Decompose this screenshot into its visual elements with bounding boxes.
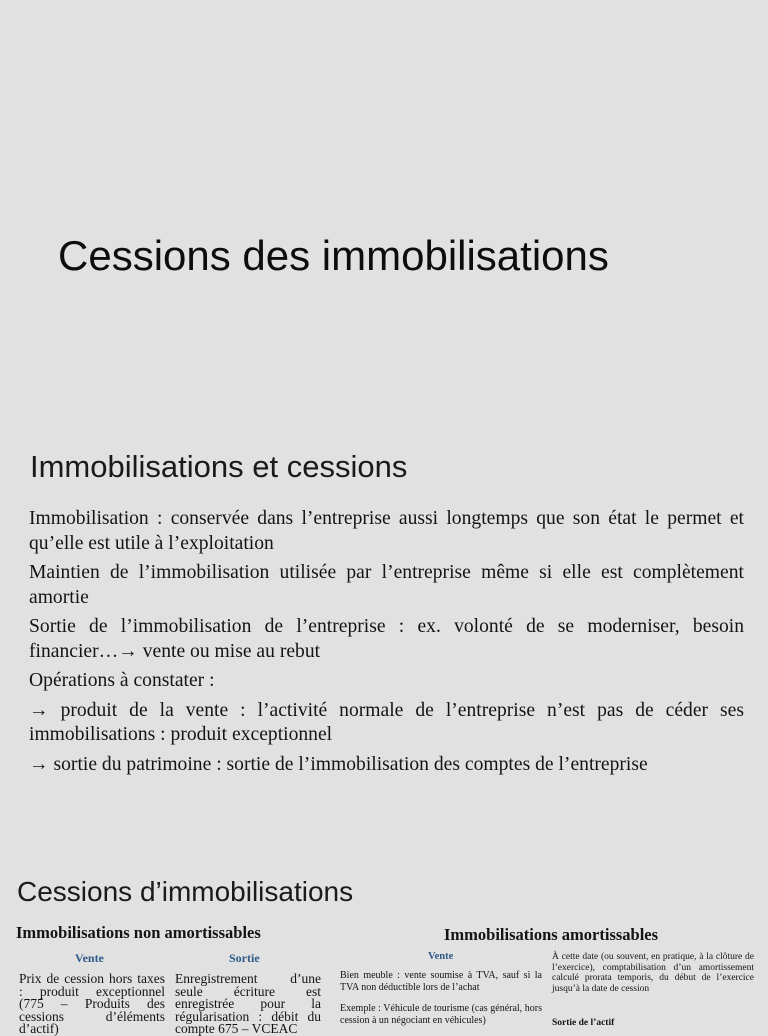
bullet-point: Maintien de l’immobilisation utilisée par l’entreprise même si elle est complètement amortie (29, 562, 744, 608)
vente-amortissables-text: Bien meuble : vente soumise à TVA, sauf si la TVA non déductible lors de l’achat (340, 970, 542, 993)
slide-heading: Immobilisations et cessions (30, 449, 408, 484)
column-header-vente: Vente (75, 951, 104, 965)
title-slide (0, 0, 768, 415)
subtitle-non-amortissables: Immobilisations non amortissables (16, 923, 261, 942)
content-slide-immobilisations (0, 415, 768, 855)
bullet-point: Sortie de l’immobilisation de l’entreprise : ex. volonté de se moderniser, besoin financier…→ vente ou mise au rebut (29, 616, 744, 662)
vente-amortissables-example: Exemple : Véhicule de tourisme (cas général, hors cession à un négociant en véhicules) (340, 1003, 542, 1026)
bullet-list (29, 507, 744, 782)
bullet-point: Immobilisation : conservée dans l’entreprise aussi longtemps que son état le permet et qu’elle est utile à l’exploitation (29, 508, 744, 554)
bullet-point: → sortie du patrimoine : sortie de l’immobilisation des comptes de l’entreprise (29, 753, 648, 775)
column-header-sortie: Sortie (229, 951, 260, 965)
subtitle-amortissables: Immobilisations amortissables (444, 925, 659, 944)
slide-heading: Cessions d’immobilisations (17, 876, 354, 907)
amortissement-note: À cette date (ou souvent, en pratique, à la clôture de l’exercice), comptabilisation d’un amortissement calculé prorata temporis, du début de l’exercice jusqu’à la date de cession (552, 952, 754, 994)
vente-cell-text: Prix de cession hors taxes : produit exceptionnel (775 – Produits des cessions d’éléments d’actif) (19, 971, 165, 1036)
sortie-actif-label: Sortie de l’actif (552, 1018, 615, 1028)
slide-title: Cessions des immobilisations (58, 232, 609, 279)
sortie-cell-text: Enregistrement d’une seule écriture est enregistrée pour la régularisation : débit du compte 675 – VCEAC (175, 971, 321, 1036)
column-header-vente-amortissables: Vente (428, 951, 454, 962)
content-slide-cessions (0, 855, 768, 1036)
bullet-point: Opérations à constater : (29, 670, 215, 691)
bullet-point: → produit de la vente : l’activité normale de l’entreprise n’est pas de céder ses immobilisations : produit exceptionnel (29, 699, 744, 745)
